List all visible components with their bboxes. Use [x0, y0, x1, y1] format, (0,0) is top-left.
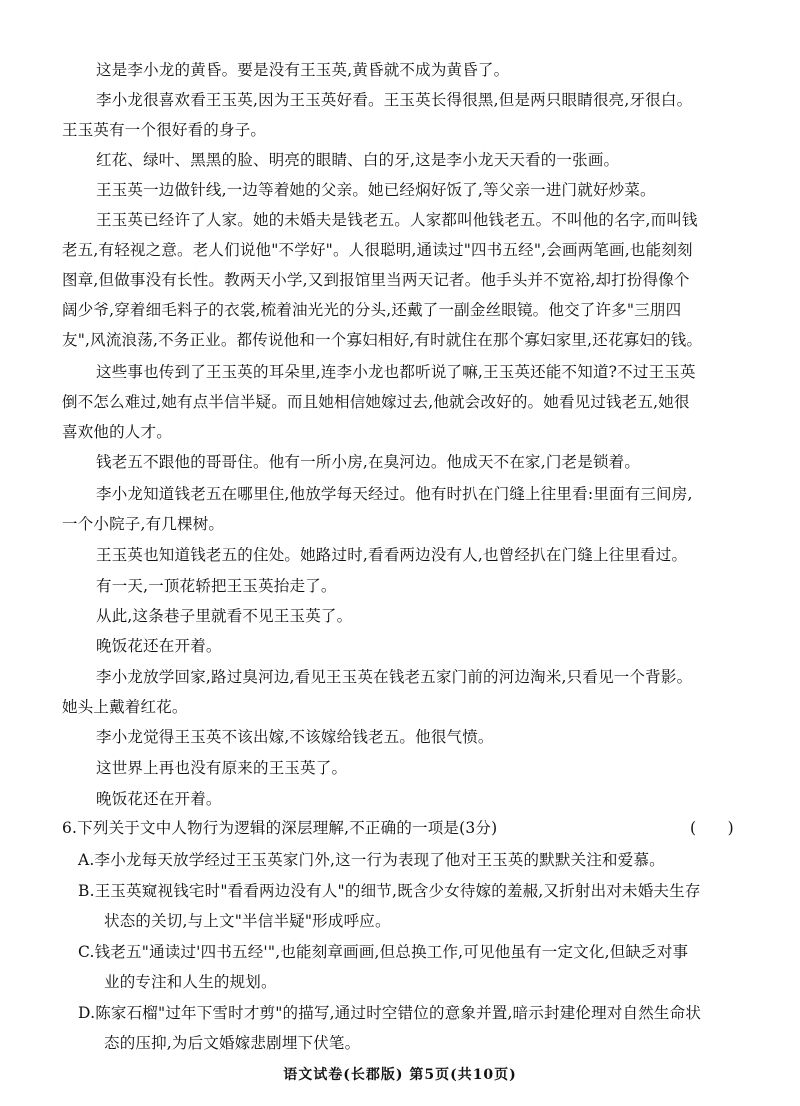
passage-line: 这世界上再也没有原来的王玉英了。	[96, 759, 348, 777]
passage-line: 这是李小龙的黄昏。要是没有王玉英,黄昏就不成为黄昏了。	[96, 61, 510, 79]
passage-line: 从此,这条巷子里就看不见王玉英了。	[96, 607, 353, 625]
answer-blank: ( )	[690, 819, 734, 837]
option-d-cont: 态的压抑,为后文婚嫁悲剧埋下伏笔。	[104, 1034, 361, 1052]
passage-line: 李小龙觉得王玉英不该出嫁,不该嫁给钱老五。他很气愤。	[96, 728, 494, 746]
option-d: D.陈家石榴"过年下雪时才剪"的描写,通过时空错位的意象并置,暗示封建伦理对自然生命状	[78, 1004, 702, 1022]
option-c-cont: 业的专注和人生的规划。	[104, 973, 277, 991]
option-b: B.王玉英窥视钱宅时"看看两边没有人"的细节,既含少女待嫁的羞赧,又折射出对未婚夫生存	[78, 882, 701, 900]
passage-line: 王玉英有一个很好看的身子。	[62, 121, 267, 139]
passage-line: 红花、绿叶、黑黑的脸、明亮的眼睛、白的牙,这是李小龙天天看的一张画。	[96, 151, 620, 169]
passage-line: 一个小院子,有几棵树。	[62, 515, 225, 533]
option-c: C.钱老五"通读过'四书五经'",也能刻章画画,但总换工作,可见他虽有一定文化,但缺乏对事	[78, 943, 689, 961]
passage-line: 晚饭花还在开着。	[96, 790, 222, 808]
passage-line: 有一天,一顶花轿把王玉英抬走了。	[96, 577, 337, 595]
passage-line: 李小龙知道钱老五在哪里住,他放学每天经过。他有时扒在门缝上往里看:里面有三间房,	[96, 485, 693, 503]
option-b-cont: 状态的关切,与上文"半信半疑"形成呼应。	[104, 912, 391, 930]
passage-line: 钱老五不跟他的哥哥住。他有一所小房,在臭河边。他成天不在家,门老是锁着。	[96, 453, 641, 471]
passage-line: 李小龙放学回家,路过臭河边,看见王玉英在钱老五家门前的河边淘米,只看见一个背影。	[96, 668, 693, 686]
passage-line: 倒不怎么难过,她有点半信半疑。而且她相信她嫁过去,他就会改好的。她看见过钱老五,她很	[62, 393, 690, 411]
passage-line: 王玉英也知道钱老五的住处。她路过时,看看两边没有人,也曾经扒在门缝上往里看过。	[96, 546, 688, 564]
passage-line: 这些事也传到了王玉英的耳朵里,连李小龙也都听说了嘛,王玉英还能不知道?不过王玉英	[96, 363, 696, 381]
page-footer: 语文试卷(长郡版) 第5页(共10页)	[283, 1067, 517, 1083]
passage-line: 喜欢他的人才。	[62, 423, 172, 441]
passage-line: 阔少爷,穿着细毛料子的衣裳,梳着油光光的分头,还戴了一副金丝眼镜。他交了许多"三朋四	[62, 301, 682, 319]
passage-line: 友",风流浪荡,不务正业。都传说他和一个寡妇相好,有时就住在那个寡妇家里,还花寡妇的钱。	[62, 331, 703, 349]
option-a: A.李小龙每天放学经过王玉英家门外,这一行为表现了他对王玉英的默默关注和爱慕。	[78, 851, 665, 869]
question-text: 6.下列关于文中人物行为逻辑的深层理解,不正确的一项是(3分)	[62, 819, 498, 837]
passage-line: 王玉英一边做针线,一边等着她的父亲。她已经焖好饭了,等父亲一进门就好炒菜。	[96, 181, 656, 199]
passage-line: 晚饭花还在开着。	[96, 637, 222, 655]
passage-line: 王玉英已经许了人家。她的未婚夫是钱老五。人家都叫他钱老五。不叫他的名字,而叫钱	[96, 211, 698, 229]
question-stem	[0, 818, 800, 838]
passage-line: 她头上戴着红花。	[62, 698, 188, 716]
passage-line: 老五,有轻视之意。老人们说他"不学好"。人很聪明,通读过"四书五经",会画两笔画,也能刻刻	[62, 241, 693, 259]
passage-line: 图章,但做事没有长性。教两天小学,又到报馆里当两天记者。他手头并不宽裕,却打扮得像个	[62, 271, 690, 289]
passage-line: 李小龙很喜欢看王玉英,因为王玉英好看。王玉英长得很黑,但是两只眼睛很亮,牙很白。	[96, 91, 693, 109]
